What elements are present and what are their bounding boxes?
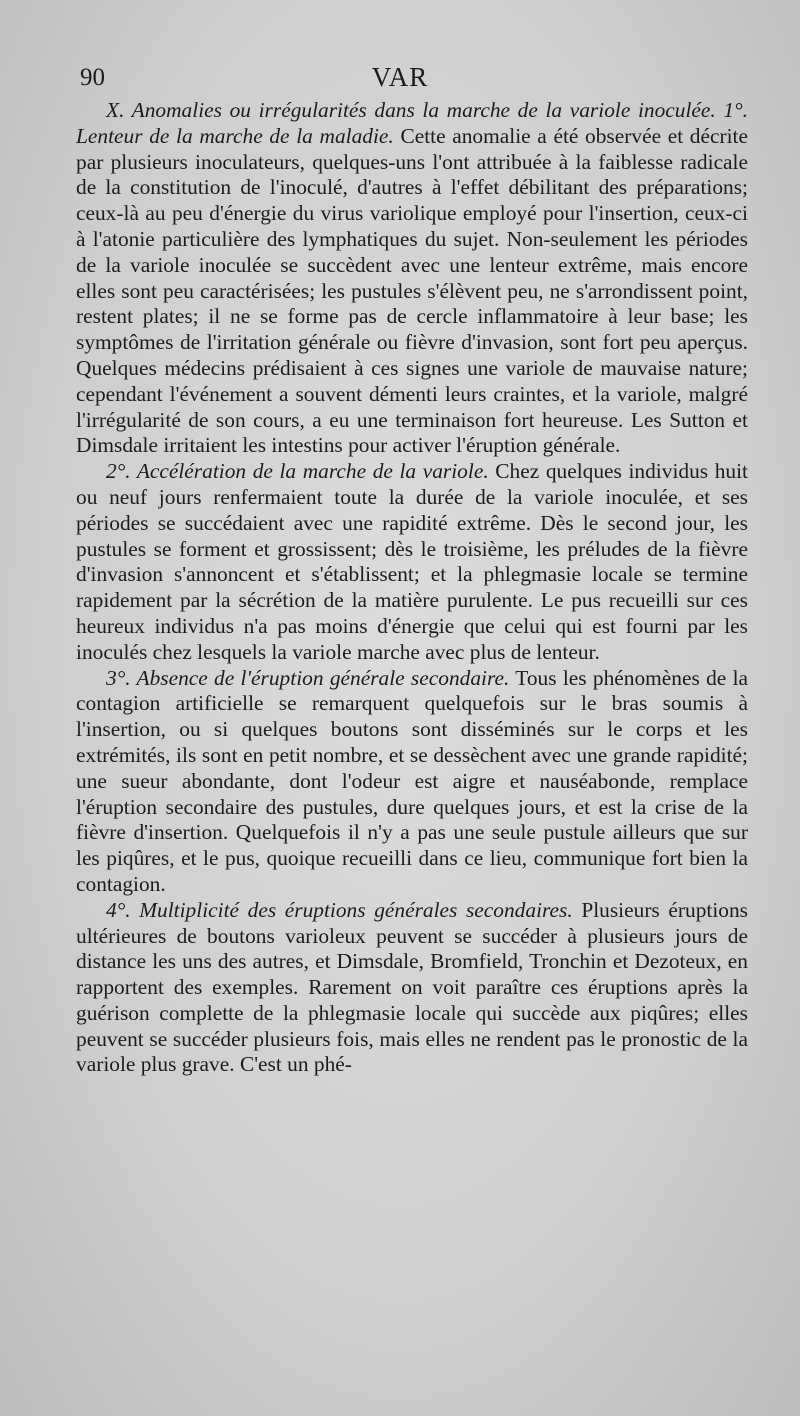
section-heading: X. Anomalies ou irrégularités dans la marche de la variole inoculée. 1°. Lenteur de la marche de la maladie. xyxy=(76,98,748,148)
section-heading: 4°. Multiplicité des éruptions générales secondaires. xyxy=(106,897,573,922)
paragraph-lenteur xyxy=(76,98,748,459)
paragraph-acceleration xyxy=(76,459,748,665)
paragraph-multiplicite xyxy=(76,898,748,1079)
section-heading: 3°. Absence de l'éruption générale secondaire. xyxy=(106,665,510,690)
paragraph-text: Cette anomalie a été observée et décrite par plusieurs inoculateurs, quelques-uns l'ont attribuée à la faiblesse radicale de la constitution de l'inoculé, d'autres à l'effet débilitant des préparations; ceux-là au peu d'énergie du virus variolique employé pour l'insertion, ceux-ci à l'atonie particulière des lymphatiques du sujet. Non-seulement les périodes de la variole inoculée se succèdent avec une lenteur extrême, mais encore elles sont peu caractérisées; les pustules s'élèvent peu, ne s'arrondissent point, restent plates; il ne se forme pas de cercle inflammatoire à leur base; les symptômes de l'irritation générale ou fièvre d'invasion, sont fort peu aperçus. Quelques médecins prédisaient à ces signes une variole de mauvaise nature; cependant l'événement a souvent démenti leurs craintes, et la variole, malgré l'irrégularité de son cours, a eu une terminaison fort heureuse. Les Sutton et Dimsdale irritaient les intestins pour activer l'éruption générale. xyxy=(76,123,748,458)
paragraph-text: Chez quelques individus huit ou neuf jours renfermaient toute la durée de la variole inoculée, et ses périodes se succédaient avec une rapidité extrême. Dès le second jour, les pustules se forment et grossissent; dès le troisième, les préludes de la fièvre d'invasion s'annoncent et s'établissent; et la phlegmasie locale se termine rapidement par la sécrétion de la matière purulente. Le pus recueilli sur ces heureux individus n'a pas moins d'énergie que celui qui est fourni par les inoculés chez lesquels la variole marche avec plus de lenteur. xyxy=(76,459,748,664)
page-number: 90 xyxy=(80,64,105,91)
body-text xyxy=(76,98,748,1078)
running-title: VAR xyxy=(371,62,429,92)
section-heading: 2°. Accélération de la marche de la variole. xyxy=(106,459,489,484)
paragraph-text: Plusieurs éruptions ultérieures de boutons varioleux peuvent se succéder à plusieurs jours de distance les uns des autres, et Dimsdale, Bromfield, Tronchin et Dezoteux, en rapportent des exemples. Rarement on voit paraître ces éruptions après la guérison complette de la phlegmasie locale qui succède aux piqûres; elles peuvent se succéder plusieurs fois, mais elles ne rendent pas le pronostic de la variole plus grave. C'est un phé- xyxy=(76,897,748,1077)
running-head xyxy=(0,62,800,96)
paragraph-absence-eruption xyxy=(76,666,748,898)
paragraph-text: Tous les phénomènes de la contagion artificielle se remarquent quelquefois sur le bras soumis à l'insertion, ou si quelques boutons sont disséminés sur le corps et les extrémités, ils sont en petit nombre, et se dessèchent avec une grande rapidité; une sueur abondante, dont l'odeur est aigre et nauséabonde, remplace l'éruption secondaire des pustules, dure quelques jours, et est la crise de la fièvre d'insertion. Quelquefois il n'y a pas une seule pustule ailleurs que sur les piqûres, et le pus, quoique recueilli dans ce lieu, communique fort bien la contagion. xyxy=(76,665,749,896)
